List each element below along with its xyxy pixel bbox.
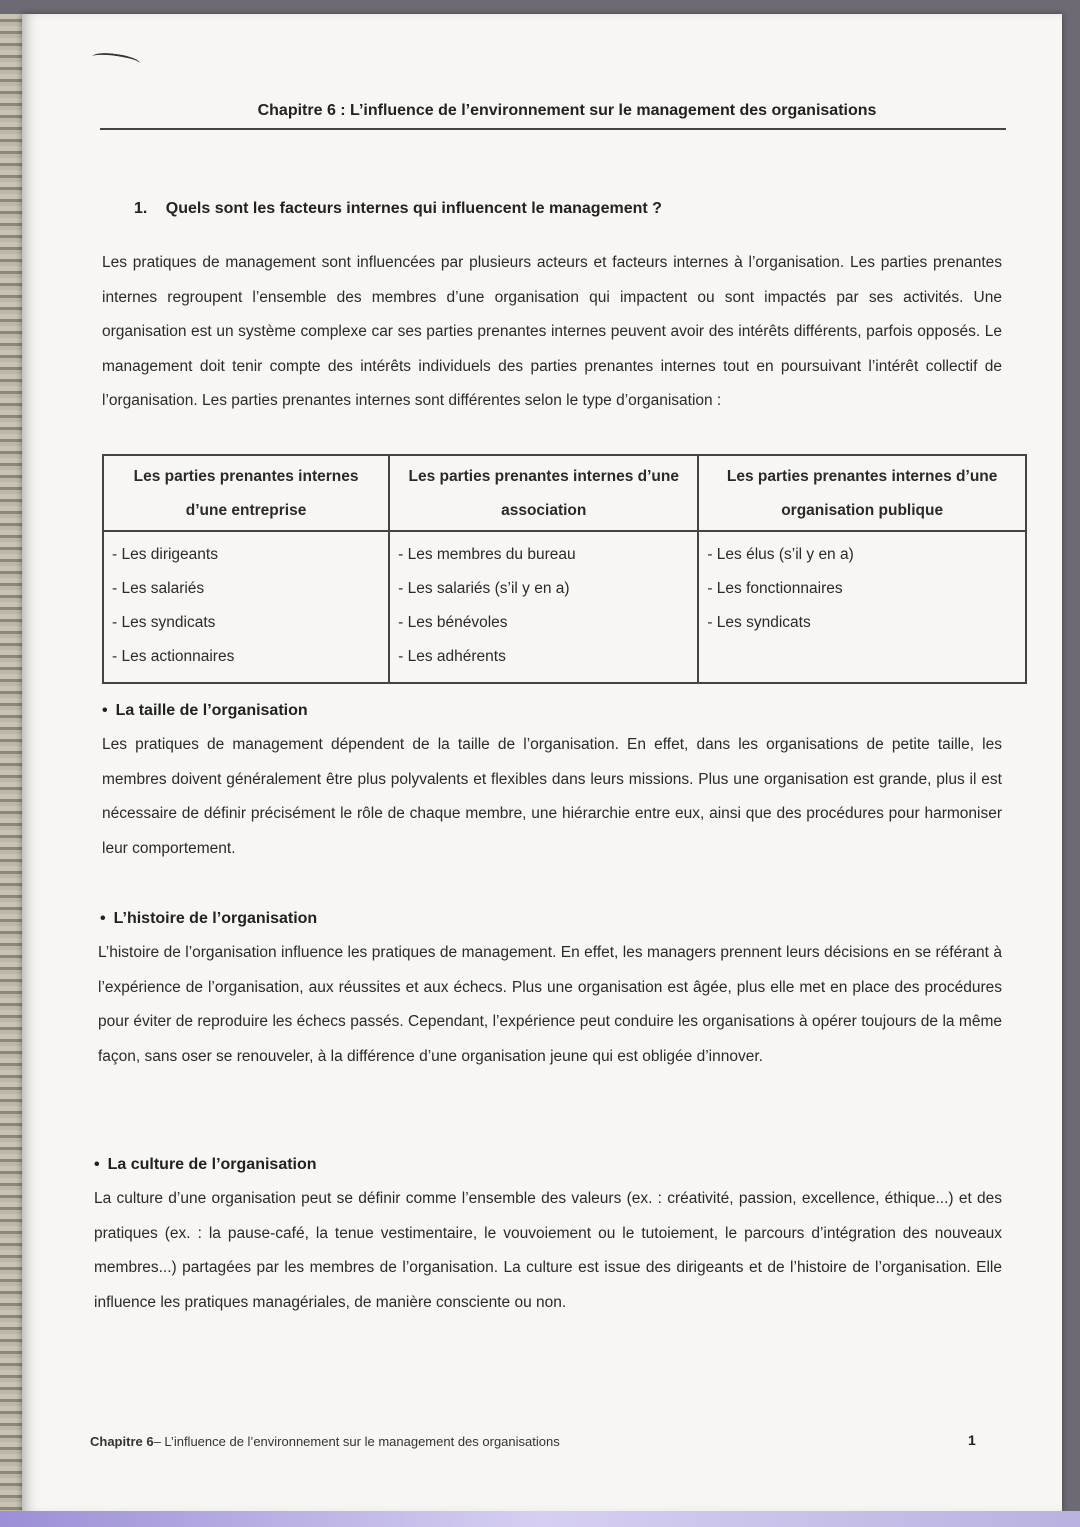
list-item: - Les bénévoles xyxy=(398,614,508,631)
intro-paragraph: Les pratiques de management sont influencées par plusieurs acteurs et facteurs internes à l’organisation. Les parties prenantes internes regroupent l’ensemble des membres d’une organisation qui impactent ou sont impactés par ses activités. Une organisation est un système complexe car ses parties prenantes internes peuvent avoir des intérêts différents, parfois opposés. Le management doit tenir compte des intérêts individuels des parties prenantes internes tout en poursuivant l’intérêt collectif de l’organisation. Les parties prenantes internes sont différentes selon le type d’organisation : xyxy=(102,254,1002,409)
section-heading-text: La culture de l’organisation xyxy=(107,1156,317,1173)
list-item: - Les salariés xyxy=(112,580,205,597)
section-text-taille: Les pratiques de management dépendent de la taille de l’organisation. En effet, dans les organisations de petite taille, les membres doivent généralement être plus polyvalents et flexibles dans leurs missions. Plus une organisation est grande, plus il est nécessaire de définir précisément le rôle de chaque membre, une hiérarchie entre eux, ainsi que des procédures pour harmoniser leur comportement. xyxy=(102,736,1002,857)
list-item: - Les élus (s’il y en a) xyxy=(707,546,854,563)
page-number: 1 xyxy=(968,1432,976,1448)
table-row xyxy=(103,531,1026,683)
column-association xyxy=(389,531,698,683)
section-heading-taille xyxy=(102,702,308,720)
list-item: - Les syndicats xyxy=(112,614,216,631)
list-item: - Les syndicats xyxy=(707,614,811,631)
column-entreprise xyxy=(103,531,389,683)
question-text: Quels sont les facteurs internes qui influencent le management ? xyxy=(165,200,662,217)
page-title: Chapitre 6 : L’influence de l’environnement sur le management des organisations xyxy=(257,102,877,119)
section-text-culture: La culture d’une organisation peut se définir comme l’ensemble des valeurs (ex. : créativité, passion, excellence, éthique...) et des pratiques (ex. : la pause-café, la tenue vestimentaire, le vouvoiement ou le tutoiement, le parcours d’intégration des nouveaux membres...) partagées par les membres de l’organisation. La culture est issue des dirigeants et de l’histoire de l’organisation. Elle influence les pratiques managériales, de manière consciente ou non. xyxy=(94,1190,1002,1311)
list-item: - Les fonctionnaires xyxy=(707,580,843,597)
list-item: - Les actionnaires xyxy=(112,648,235,665)
question-heading xyxy=(134,200,662,218)
section-heading-text: La taille de l’organisation xyxy=(115,702,308,719)
page-footer xyxy=(90,1434,560,1449)
section-heading-histoire xyxy=(100,910,317,928)
header-association: Les parties prenantes internes d’une association xyxy=(389,455,698,531)
section-heading-culture xyxy=(94,1156,317,1174)
bullet-icon: • xyxy=(102,702,108,719)
pen-stroke-mark xyxy=(91,51,140,70)
list-item: - Les membres du bureau xyxy=(398,546,576,563)
binder-edge xyxy=(0,14,22,1514)
document-page xyxy=(22,14,1062,1512)
list-item: - Les salariés (s’il y en a) xyxy=(398,580,570,597)
section-heading-text: L’histoire de l’organisation xyxy=(113,910,318,927)
stakeholders-table xyxy=(102,454,1027,684)
column-organisation-publique xyxy=(698,531,1026,683)
header-entreprise: Les parties prenantes internes d’une entreprise xyxy=(103,455,389,531)
bottom-edge-band xyxy=(0,1511,1080,1527)
table-header-row xyxy=(103,455,1026,531)
list-item: - Les dirigeants xyxy=(112,546,218,563)
question-number: 1. xyxy=(134,200,148,217)
section-text-histoire: L’histoire de l’organisation influence les pratiques de management. En effet, les managers prennent leurs décisions en se référant à l’expérience de l’organisation, aux réussites et aux échecs. Plus une organisation est âgée, plus elle met en place des procédures pour éviter de reproduire les échecs passés. Cependant, l’expérience peut conduire les organisations à opérer toujours de la même façon, sans oser se renouveler, à la différence d’une organisation jeune qui est obligée d’innover. xyxy=(98,944,1002,1065)
footer-text: – L’influence de l’environnement sur le management des organisations xyxy=(153,1434,560,1449)
footer-chapter: Chapitre 6 xyxy=(90,1434,154,1449)
bullet-icon: • xyxy=(100,910,106,927)
bullet-icon: • xyxy=(94,1156,100,1173)
header-organisation-publique: Les parties prenantes internes d’une organisation publique xyxy=(698,455,1026,531)
list-item: - Les adhérents xyxy=(398,648,506,665)
title-underline xyxy=(100,128,1006,130)
